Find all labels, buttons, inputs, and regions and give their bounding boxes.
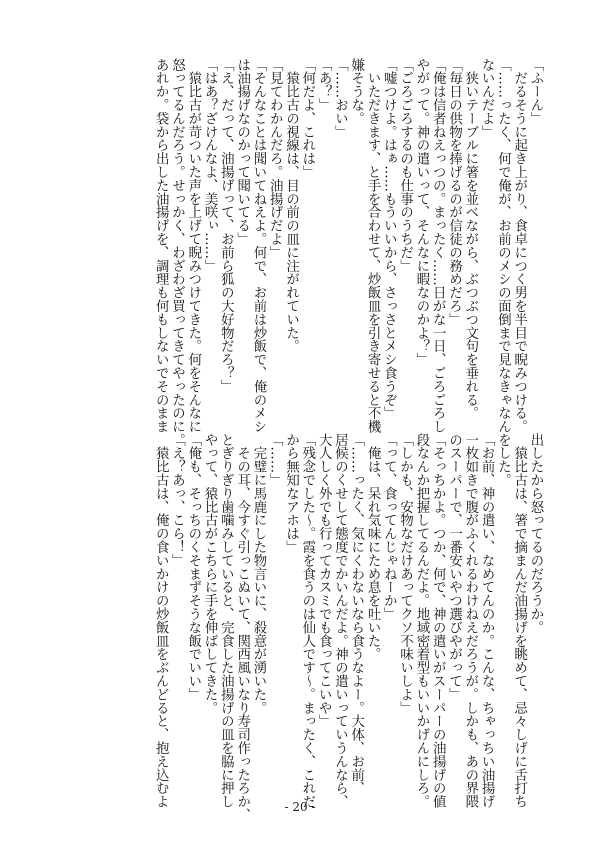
text-column: 「ごろごろするのも仕事のうちだ」 [397,58,413,273]
text-column: 「え、だって、油揚げって、お前ら狐の大好物だろ？」 [218,58,234,393]
text-column: 「そんなことは聞いてねえよ。何で、お前は炒飯で、俺のメシ [250,58,266,434]
text-column: あれか。袋から出した油揚げを、調理も何もしないでそのまま [153,58,169,434]
text-column: 「残念でした～。霞を食うのは仙人です～。まったく、これだ [299,433,315,809]
text-column: 俺は、呆れ気味にため息を吐いた。 [365,433,381,661]
text-column: 猿比古は、俺の食いかけの炒飯皿をぶんどると、抱え込むよ [153,433,169,809]
text-column: 「ふーん」 [528,58,543,125]
text-column: のスーパーで、一番安いやつ選びやがって」 [446,433,462,701]
text-column: 狭いテーブルに箸を並べながら、ぶつぶつ文句を垂れる。 [462,58,478,420]
text-column: から無知なアホは」 [283,433,299,554]
text-column: 「はあ？ざけんなよ、美咲ぃ……」 [202,58,218,273]
page-number: - 20 - [284,800,316,814]
text-column: やって、猿比古がこちらに手を伸ばしてきた。 [202,433,218,715]
text-column: 「毎日の供物を捧げるのが信徒の務めだろ」 [446,58,462,326]
text-column: ないんだよ」 [479,58,495,139]
text-column: をした。 [495,433,511,487]
text-column: 完璧に馬鹿にした物言いに、殺意が湧いた。 [250,433,266,715]
text-column: 「お前、神の遣い、なめてんのか。こんな、ちゃっちい油揚げ [479,433,495,809]
text-column: 「って、食ってんじゃねーか」 [381,433,397,621]
text-column: いただきます、と手を合わせて、炒飯皿を引き寄せると不機 [365,58,381,434]
upper-text-block [56,58,543,447]
text-column: 「……ったく、気にくわないなら食うなよー。大体、お前、 [348,433,364,795]
text-column: 「……ったく、何で俺が、お前のメシの面倒まで見なきゃなん [495,58,511,434]
text-column: 怒ってるんだろう。せっかく、わざわざ買ってきてやったのに。 [169,58,185,447]
text-column: 猿比古は、箸で摘まんだ油揚げを眺めて、忌々しげに舌打ち [511,433,527,809]
text-column: 「俺は信者ねえっつの。まったく……日がな一日、ごろごろし [430,58,446,434]
text-column: 「……おい」 [332,58,348,139]
text-column: 「……」 [267,433,283,487]
text-column: 「え？あっ、こら！」 [169,433,185,567]
text-column: その耳、今すぐ引っこぬいて、関西風いなり寿司作ったろか、 [234,433,250,822]
text-column: 「しかも、安物なだけあってクソ不味いしよ」 [397,433,413,715]
text-column: 「嘘つけよ。はぁ……もういいから、さっさとメシ食うぞ」 [381,58,397,420]
text-column: 「俺も、そっちのくそまずそうな飯でいい」 [185,433,201,701]
text-column: やがって。神の遣いって、そんなに暇なのかよ？」 [413,58,429,367]
text-column: 嫌そうな。 [348,58,364,125]
text-column: 猿比古の視線は、目の前の皿に注がれていた。 [283,58,299,353]
text-column: 大人しく外でも行ってカスミでも食ってこいや」 [316,433,332,728]
text-column: 段なんか把握してるんだよ。地域密着型もいいかげんにしろ。 [413,433,429,809]
text-column: 居候のくせして態度でかいんだよ。神の遣いっていうんなら、 [332,433,348,809]
text-column: 「あ？」 [316,58,332,112]
text-column: 猿比古が苛ついた声を上げて睨みつけてきた。何をそんなに [185,58,201,434]
text-column: 「何だよ、これは」 [299,58,315,179]
text-column: とぎりぎり歯噛みしていると、完食した油揚げの皿を脇に押し [218,433,234,809]
text-column: 「そっちかよ。つか、何で、神の遣いがスーパーの油揚げの値 [430,433,446,809]
text-column: だるそうに起き上がり、食卓につく男を半目で睨みつける。 [511,58,527,434]
text-column: 出したから怒ってるのだろうか。 [528,433,543,634]
text-column: は油揚げなのかって聞いてる」 [234,58,250,246]
text-column: 一枚如きで腹がふくれるわけねえだろうが。しかも、あの界隈 [462,433,478,809]
text-column: 「見てわかんだろ。油揚げだよ」 [267,58,283,259]
